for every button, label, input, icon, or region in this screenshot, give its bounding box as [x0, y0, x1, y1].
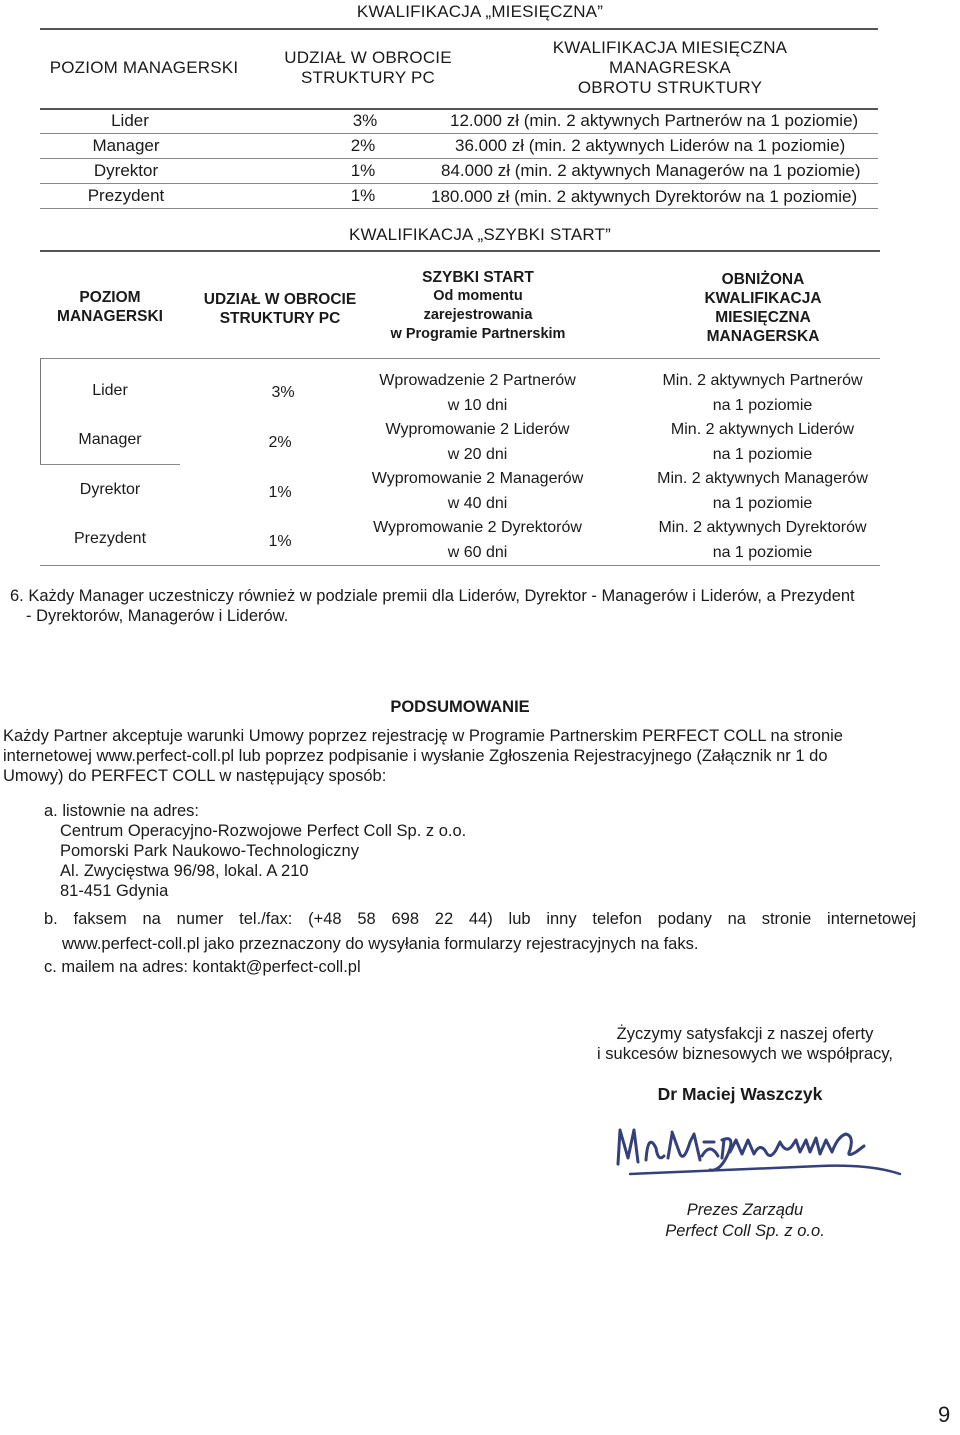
table1-cell-level: Dyrektor	[93, 161, 159, 180]
option-a-label: a. listownie na adres:	[44, 802, 200, 820]
table2-cell-reduced: Min. 2 aktywnych Dyrektorów na 1 poziomie	[658, 519, 867, 561]
table1-cell-share: 3%	[352, 111, 378, 130]
table1-cell-share: 1%	[350, 161, 376, 180]
table2-cell-share: 1%	[268, 533, 292, 550]
table2-cell-fast: Wprowadzenie 2 Partnerów w 10 dni	[379, 372, 576, 414]
table1-header-qual: KWALIFIKACJA MIESIĘCZNA MANAGRESKA OBROTU STRUKTURY	[552, 38, 788, 97]
table2-cell-share: 3%	[271, 384, 295, 401]
table1-cell-qual: 180.000 zł (min. 2 aktywnych Dyrektorów na 1 poziomie)	[431, 187, 858, 206]
table1-cell-share: 1%	[350, 186, 376, 205]
table2-bottom-rule	[40, 565, 880, 566]
table1-header-level: POZIOM MANAGERSKI	[49, 58, 239, 77]
table1-cell-share: 2%	[350, 136, 376, 155]
table2-cell-fast: Wypromowanie 2 Managerów w 40 dni	[371, 470, 584, 512]
table2-cell-level: Dyrektor	[79, 481, 141, 498]
table1-title: KWALIFIKACJA „MIESIĘCZNA”	[356, 2, 604, 21]
note-6: 6. Każdy Manager uczestniczy również w podziale premii dla Liderów, Dyrektor - Managerów i Liderów, a Prezydent - Dyrektorów, Managerów i Liderów.	[10, 587, 855, 625]
table1-cell-level: Lider	[111, 111, 149, 130]
table2-cell-level: Manager	[78, 431, 142, 448]
table1-cell-level: Prezydent	[87, 186, 165, 205]
page-number: 9	[938, 1402, 951, 1427]
signatory-name: Dr Maciej Waszczyk	[657, 1084, 823, 1104]
table2-bottom-rule	[40, 464, 180, 465]
summary-intro: Każdy Partner akceptuje warunki Umowy poprzez rejestrację w Programie Partnerskim PERFECT COLL na stronie internetowej www.perfect-coll.pl lub poprzez podpisanie i wysłanie Zgłoszenia Rejestracyjnego (Załącznik nr 1 do Umowy) do PERFECT COLL w następujący sposób:	[3, 727, 843, 785]
table2-title: KWALIFIKACJA „SZYBKI START”	[348, 225, 612, 244]
table2-cell-reduced: Min. 2 aktywnych Managerów na 1 poziomie	[657, 470, 868, 512]
table2-cell-share: 2%	[268, 434, 292, 451]
table1-row-rule	[40, 158, 878, 159]
signatory-role: Prezes Zarządu Perfect Coll Sp. z o.o.	[665, 1201, 825, 1240]
table2-header-level: POZIOM MANAGERSKI	[57, 289, 163, 325]
table2-header-share: UDZIAŁ W OBROCIE STRUKTURY PC	[203, 291, 357, 327]
table2-top-rule	[40, 250, 880, 252]
table1-cell-qual: 84.000 zł (min. 2 aktywnych Managerów na 1 poziomie)	[441, 161, 861, 180]
summary-title: PODSUMOWANIE	[390, 698, 530, 716]
option-c: c. mailem na adres: kontakt@perfect-coll.pl	[44, 958, 361, 976]
table1-row-rule	[40, 133, 878, 134]
table1-bottom-rule	[40, 208, 878, 209]
handwritten-signature	[610, 1112, 910, 1182]
table1-row-rule	[40, 183, 878, 184]
table2-cell-reduced: Min. 2 aktywnych Partnerów na 1 poziomie	[662, 372, 863, 414]
table2-cell-level: Lider	[92, 382, 128, 399]
table2-header-rule	[40, 358, 880, 359]
table2-cell-level: Prezydent	[73, 530, 147, 547]
table2-cell-fast: Wypromowanie 2 Liderów w 20 dni	[385, 421, 570, 463]
table1-top-rule	[40, 28, 878, 30]
table2-cell-reduced: Min. 2 aktywnych Liderów na 1 poziomie	[670, 421, 855, 463]
address-block: Centrum Operacyjno-Rozwojowe Perfect Coll Sp. z o.o. Pomorski Park Naukowo-Technologiczny Al. Zwycięstwa 96/98, lokal. A 210 81-451 Gdynia	[60, 822, 467, 900]
table1-header-share: UDZIAŁ W OBROCIE STRUKTURY PC	[284, 48, 452, 87]
table1-cell-level: Manager	[92, 136, 160, 155]
table1-header-rule	[40, 108, 878, 110]
table2-cell-fast: Wypromowanie 2 Dyrektorów w 60 dni	[373, 519, 582, 561]
table2-header-fast: SZYBKI START Od momentu zarejestrowania w Programie Partnerskim	[390, 269, 566, 342]
option-b: b. faksem na numer tel./fax: (+48 58 698 22 44) lub inny telefon podany na stronie internetowej www.perfect-coll.pl jako przeznaczony do wysyłania formularzy rejestracyjnych na faks.	[44, 910, 916, 953]
table2-left-border	[40, 359, 41, 465]
table1-cell-qual: 36.000 zł (min. 2 aktywnych Liderów na 1 poziomie)	[455, 136, 846, 155]
table2-header-reduced: OBNIŻONA KWALIFIKACJA MIESIĘCZNA MANAGERSKA	[704, 271, 822, 345]
table1-cell-qual: 12.000 zł (min. 2 aktywnych Partnerów na 1 poziomie)	[450, 111, 859, 130]
closing-wish: Życzymy satysfakcji z naszej oferty i sukcesów biznesowych we współpracy,	[597, 1025, 893, 1063]
table2-cell-share: 1%	[268, 484, 292, 501]
